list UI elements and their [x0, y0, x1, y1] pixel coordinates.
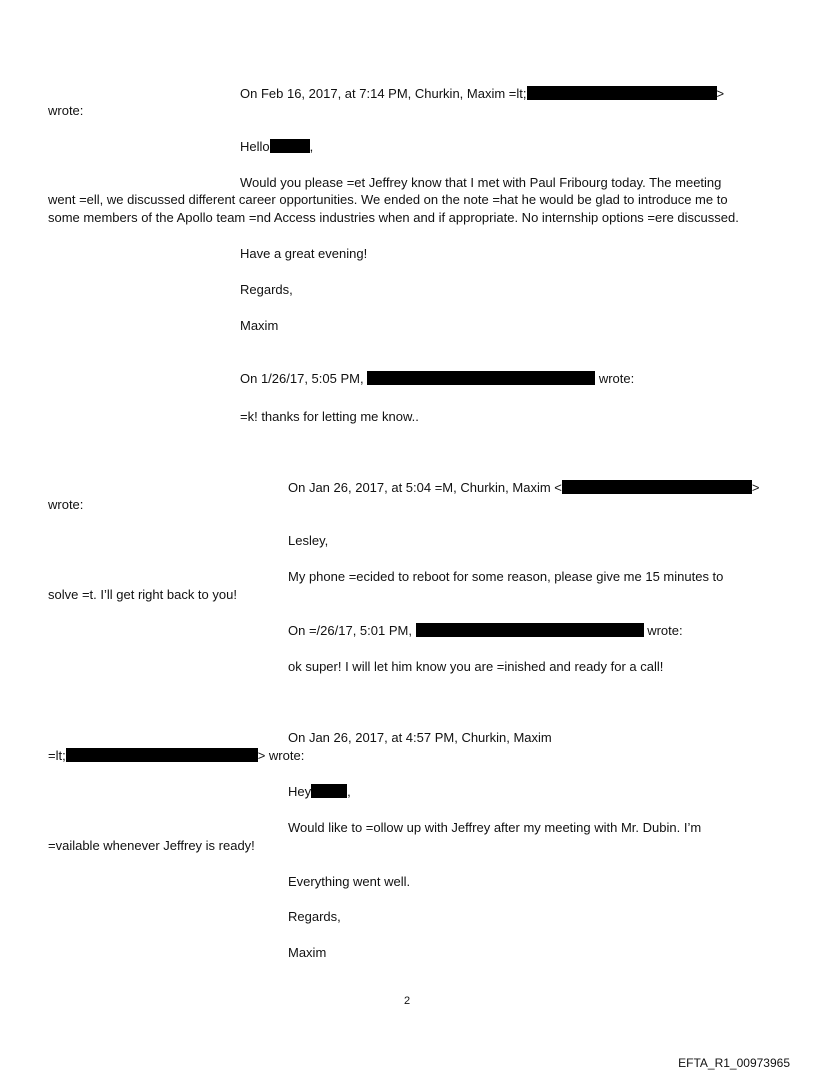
header-3-wrote: wrote:: [48, 497, 84, 512]
closing-5-line-3: Maxim: [288, 945, 327, 960]
body-1-line-3: some members of the Apollo team =nd Access industries when and if appropriate. No internship options =ere discussed.: [48, 210, 739, 225]
greeting-1-suffix: ,: [309, 139, 314, 154]
page-number: 2: [404, 995, 411, 1007]
body-1-line-2: went =ell, we discussed different career opportunities. We ended on the note =hat he would be glad to introduce me to: [48, 192, 728, 207]
reply-2: =k! thanks for letting me know..: [240, 409, 419, 424]
message-5-header: [48, 748, 304, 764]
header-3-prefix: On Jan 26, 2017, at 5:04 =M, Churkin, Maxim <: [288, 480, 562, 495]
header-1-prefix: On Feb 16, 2017, at 7:14 PM, Churkin, Maxim =lt;: [240, 86, 527, 101]
header-5-line-1: On Jan 26, 2017, at 4:57 PM, Churkin, Maxim: [288, 730, 552, 745]
body-5-line-1: Would like to =ollow up with Jeffrey after my meeting with Mr. Dubin. I’m: [288, 820, 702, 835]
greeting-3: Lesley,: [288, 533, 329, 548]
header-4-suffix: wrote:: [647, 623, 683, 638]
message-1-header: [240, 86, 724, 102]
message-2-header: [240, 371, 634, 387]
closing-1-line-2: Regards,: [240, 282, 293, 297]
body-3-line-2: solve =t. I’ll get right back to you!: [48, 587, 237, 602]
redaction-block: [562, 480, 752, 494]
header-4-prefix: On =/26/17, 5:01 PM,: [288, 623, 412, 638]
closing-5-line-1: Everything went well.: [288, 874, 411, 889]
body-5-line-2: =vailable whenever Jeffrey is ready!: [48, 838, 255, 853]
redaction-block: [311, 784, 347, 798]
redaction-block: [367, 371, 595, 385]
header-1-wrote: wrote:: [48, 103, 84, 118]
redaction-block: [270, 139, 310, 153]
redaction-block: [66, 748, 258, 762]
message-4-header: [288, 623, 683, 639]
greeting-5: [288, 784, 351, 800]
header-5-prefix: =lt;: [48, 748, 66, 763]
greeting-5-suffix: ,: [347, 784, 351, 799]
redaction-block: [416, 623, 644, 637]
message-3-header: [288, 480, 759, 496]
greeting-1: [240, 139, 313, 155]
reply-4: ok super! I will let him know you are =inished and ready for a call!: [288, 659, 664, 674]
header-2-prefix: On 1/26/17, 5:05 PM,: [240, 371, 364, 386]
header-1-suffix: >: [716, 86, 725, 101]
body-3-line-1: My phone =ecided to reboot for some reason, please give me 15 minutes to: [288, 569, 724, 584]
header-3-suffix: >: [751, 480, 760, 495]
closing-1-line-3: Maxim: [240, 318, 279, 333]
header-2-suffix: wrote:: [598, 371, 635, 386]
document-id: EFTA_R1_00973965: [678, 1056, 790, 1070]
greeting-1-text: Hello: [240, 139, 270, 154]
body-1-line-1: Would you please =et Jeffrey know that I met with Paul Fribourg today. The meeting: [240, 175, 722, 190]
closing-5-line-2: Regards,: [288, 909, 341, 924]
redaction-block: [527, 86, 717, 100]
closing-1-line-1: Have a great evening!: [240, 246, 368, 261]
greeting-5-text: Hey: [288, 784, 312, 799]
header-5-suffix: > wrote:: [257, 748, 305, 763]
